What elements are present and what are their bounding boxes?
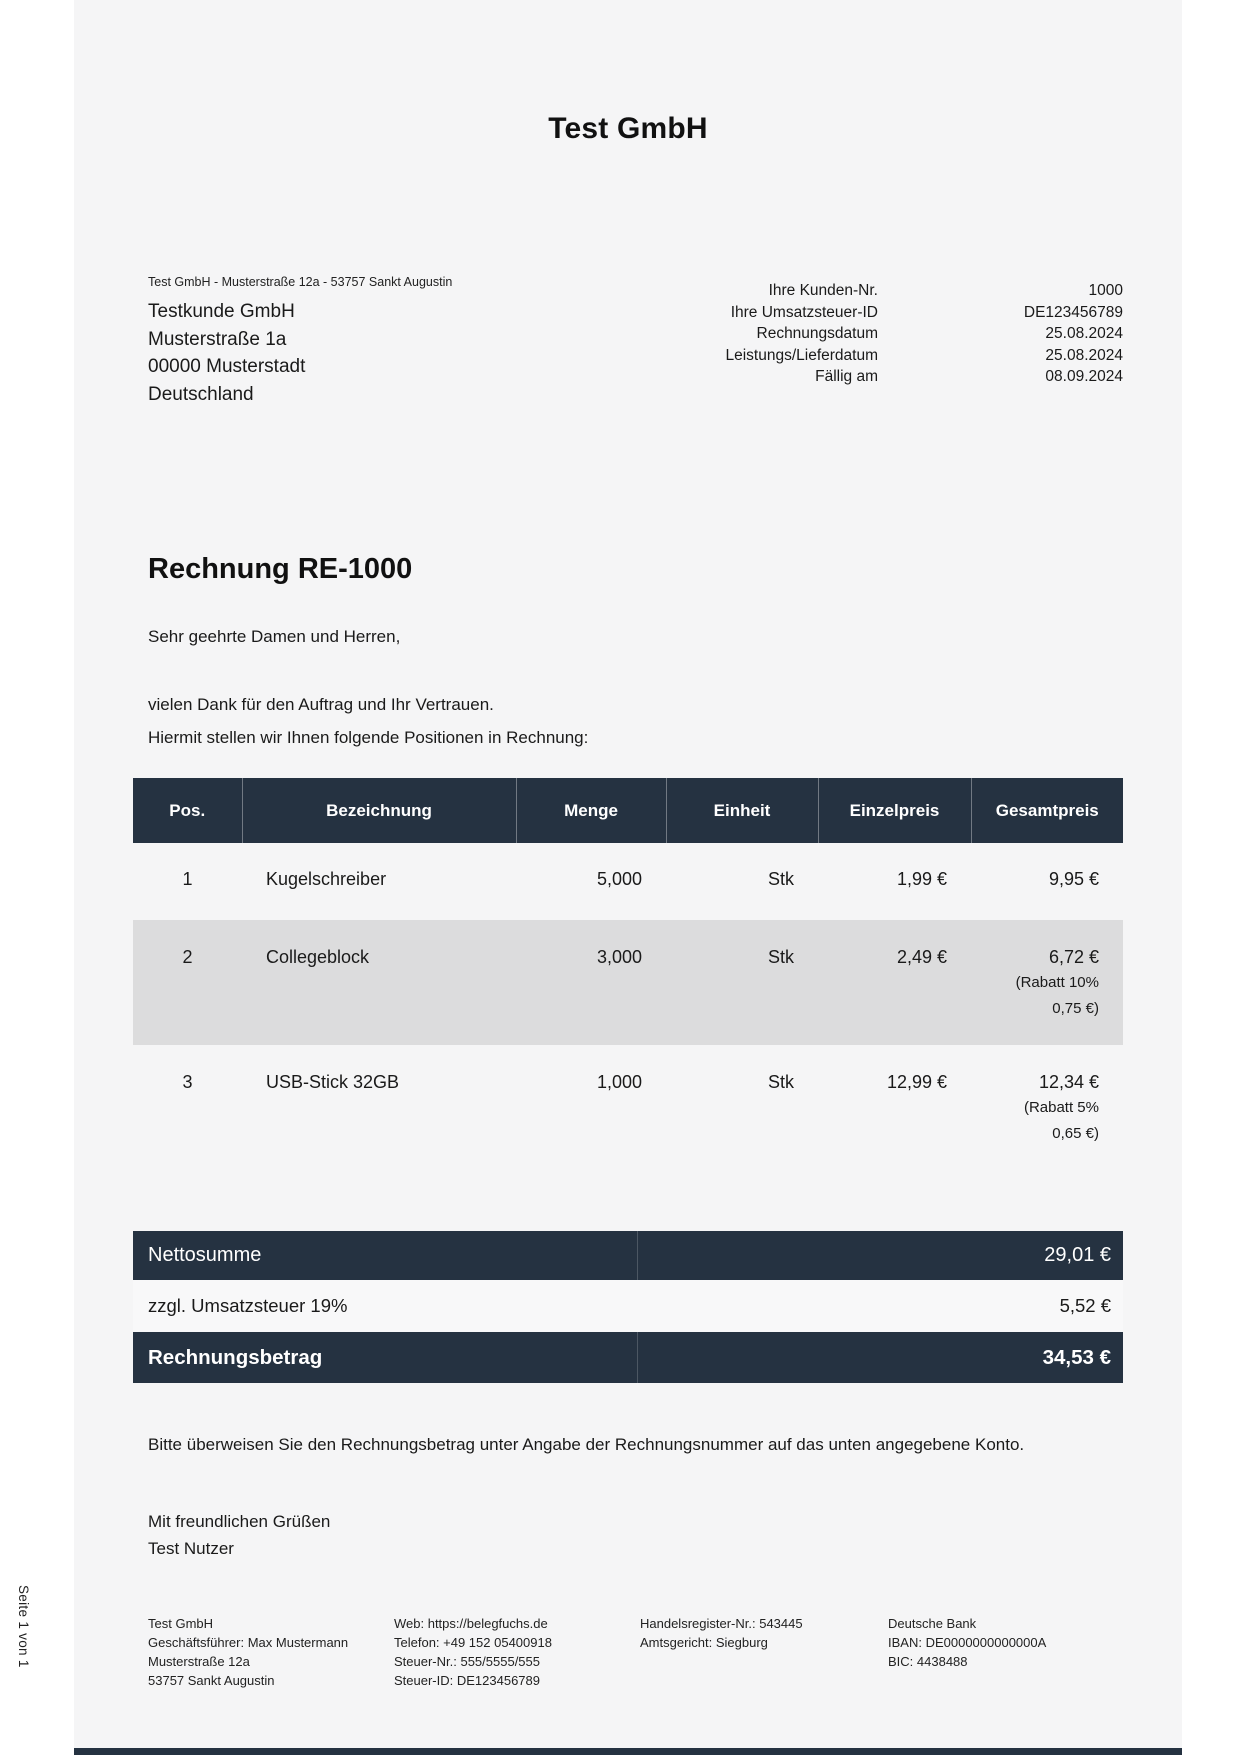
description-cell: USB-Stick 32GB	[266, 1072, 400, 1092]
intro-line-1: vielen Dank für den Auftrag und Ihr Vertrauen.	[148, 695, 494, 714]
unit-price-cell: 2,49 €	[818, 920, 971, 1045]
table-header-row	[133, 778, 1123, 843]
quantity-cell: 3,000	[516, 920, 666, 1045]
grand-total-label: Rechnungsbetrag	[133, 1332, 638, 1383]
quantity-cell: 1,000	[596, 1072, 642, 1092]
address-meta-row	[133, 275, 1123, 408]
total-price-cell	[971, 843, 1123, 920]
unit-price-cell: 12,99 €	[886, 1072, 947, 1092]
unit-cell: Stk	[666, 920, 818, 1045]
total-value: 6,72 €	[1048, 947, 1099, 967]
meta-label: Leistungs/Lieferdatum	[725, 346, 878, 364]
items-table	[133, 778, 1123, 1170]
closing-text	[148, 1508, 330, 1562]
meta-value: 25.08.2024	[1045, 346, 1123, 364]
discount-line: 0,65 €)	[1052, 1125, 1099, 1142]
meta-value: 1000	[1088, 282, 1123, 299]
description-cell: Kugelschreiber	[266, 869, 387, 889]
recipient-name: Testkunde GmbH	[148, 301, 295, 322]
total-price-cell	[971, 1045, 1123, 1170]
total-value: 12,34 €	[1038, 1072, 1099, 1092]
discount-line: 0,75 €)	[1052, 1000, 1099, 1017]
pos-cell: 1	[182, 869, 193, 889]
salutation: Sehr geehrte Damen und Herren,	[148, 627, 401, 646]
discount-line: (Rabatt 5%	[1023, 1099, 1099, 1116]
table-row	[133, 920, 1123, 1045]
footer-line: 53757 Sankt Augustin	[148, 1673, 275, 1688]
grand-total-value: 34,53 €	[1042, 1345, 1111, 1369]
invoice-heading: Rechnung RE-1000	[148, 553, 413, 585]
invoice-page	[74, 0, 1182, 1755]
total-price-cell	[971, 920, 1123, 1045]
tax-row	[133, 1280, 1123, 1332]
meta-label: Ihre Umsatzsteuer-ID	[730, 303, 878, 321]
footer	[148, 1614, 1123, 1690]
col-header-total: Gesamtpreis	[971, 778, 1123, 843]
page-number-label: Seite 1 von 1	[16, 1585, 31, 1668]
footer-column-register	[640, 1614, 888, 1690]
meta-row	[653, 323, 1123, 345]
intro-line-2: Hiermit stellen wir Ihnen folgende Positionen in Rechnung:	[148, 728, 589, 747]
footer-line: Telefon: +49 152 05400918	[394, 1635, 552, 1650]
net-sum-value: 29,01 €	[1044, 1244, 1111, 1266]
company-title: Test GmbH	[548, 112, 708, 145]
recipient-city: 00000 Musterstadt	[148, 356, 306, 377]
footer-line: Handelsregister-Nr.: 543445	[640, 1616, 803, 1631]
invoice-meta-block	[653, 280, 1123, 408]
footer-line: Test GmbH	[148, 1616, 214, 1631]
pos-cell: 2	[133, 920, 242, 1045]
meta-row	[653, 280, 1123, 302]
recipient-block	[148, 275, 618, 408]
footer-line: IBAN: DE0000000000000A	[888, 1635, 1047, 1650]
grand-total-bar	[133, 1332, 1123, 1383]
table-row	[133, 1045, 1123, 1170]
description-cell: Collegeblock	[242, 920, 516, 1045]
tax-label: zzgl. Umsatzsteuer 19%	[148, 1295, 348, 1316]
footer-line: Amtsgericht: Siegburg	[640, 1635, 768, 1650]
footer-line: Deutsche Bank	[888, 1616, 977, 1631]
meta-value: DE123456789	[1023, 303, 1123, 321]
bottom-accent-bar	[74, 1748, 1182, 1755]
footer-line: Geschäftsführer: Max Mustermann	[148, 1635, 349, 1650]
meta-label: Rechnungsdatum	[756, 325, 878, 342]
intro-paragraph	[148, 688, 588, 754]
unit-cell: Stk	[767, 869, 794, 889]
footer-column-bank	[888, 1614, 1123, 1690]
quantity-cell: 5,000	[596, 869, 642, 889]
unit-price-cell: 1,99 €	[896, 869, 947, 889]
footer-line: Steuer-ID: DE123456789	[394, 1673, 540, 1688]
pos-cell: 3	[182, 1072, 193, 1092]
payment-note: Bitte überweisen Sie den Rechnungsbetrag unter Angabe der Rechnungsnummer auf das unten angegebene Konto.	[148, 1435, 1025, 1454]
footer-line: Steuer-Nr.: 555/5555/555	[394, 1654, 540, 1669]
col-header-pos: Pos.	[133, 778, 242, 843]
meta-row	[653, 366, 1123, 388]
unit-cell: Stk	[767, 1072, 794, 1092]
footer-column-contact	[394, 1614, 640, 1690]
discount-line: (Rabatt 10%	[1015, 974, 1099, 991]
col-header-qty: Menge	[516, 778, 666, 843]
total-value: 9,95 €	[1048, 869, 1099, 889]
recipient-street: Musterstraße 1a	[148, 328, 287, 350]
footer-line: Web: https://belegfuchs.de	[394, 1616, 548, 1631]
footer-line: BIC: 4438488	[888, 1654, 968, 1669]
tax-value: 5,52 €	[1059, 1295, 1111, 1316]
recipient-address	[148, 298, 618, 408]
footer-line: Musterstraße 12a	[148, 1654, 250, 1669]
totals-section	[133, 1231, 1123, 1383]
recipient-country: Deutschland	[148, 383, 254, 405]
meta-label: Ihre Kunden-Nr.	[768, 282, 878, 299]
footer-column-company	[148, 1614, 394, 1690]
table-row	[133, 843, 1123, 920]
closing-signature: Test Nutzer	[148, 1539, 234, 1558]
col-header-name: Bezeichnung	[242, 778, 516, 843]
closing-greeting: Mit freundlichen Grüßen	[148, 1512, 331, 1531]
col-header-unit-price: Einzelpreis	[818, 778, 971, 843]
meta-row	[653, 302, 1123, 324]
meta-value: 08.09.2024	[1045, 368, 1123, 385]
meta-row	[653, 345, 1123, 367]
meta-value: 25.08.2024	[1045, 325, 1123, 342]
sender-line: Test GmbH - Musterstraße 12a - 53757 Sankt Augustin	[148, 275, 453, 289]
net-sum-bar	[133, 1231, 1123, 1280]
net-sum-label: Nettosumme	[133, 1231, 638, 1280]
meta-label: Fällig am	[815, 368, 878, 385]
col-header-unit: Einheit	[666, 778, 818, 843]
